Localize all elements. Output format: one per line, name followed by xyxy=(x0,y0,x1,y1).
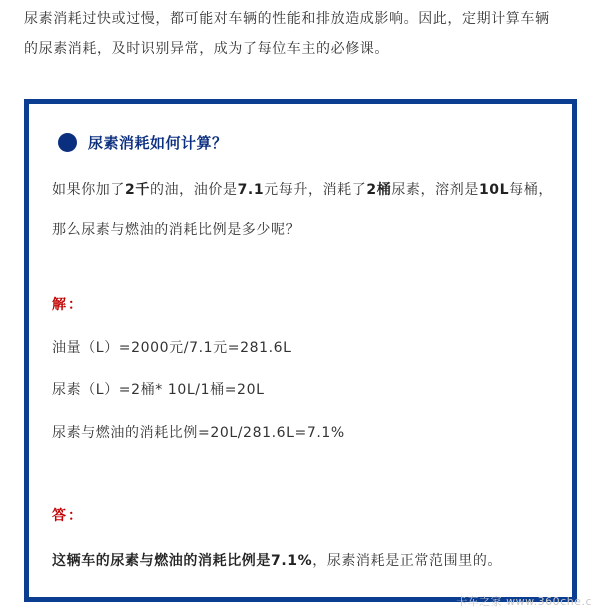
answer-bold: 这辆车的尿素与燃油的消耗比例是7.1% xyxy=(52,553,313,569)
box-heading-row xyxy=(58,130,228,154)
intro-line-2: 的尿素消耗，及时识别异常，成为了每位车主的必修课。 xyxy=(24,41,389,57)
answer-rest: ，尿素消耗是正常范围里的。 xyxy=(312,553,503,569)
question-bold: 7.1 xyxy=(237,182,265,198)
question-text: 元每升，消耗了 xyxy=(264,182,367,198)
intro-paragraph xyxy=(24,4,584,64)
question-text: 的油，油价是 xyxy=(149,182,238,198)
question-text: 尿素，溶剂是 xyxy=(391,182,479,198)
site-watermark: 卡车之家 www.360che.c xyxy=(456,595,592,608)
question-text: 如果你加了 xyxy=(52,182,125,198)
answer-sentence xyxy=(52,550,502,570)
calculation-box xyxy=(24,99,577,602)
intro-line-1: 尿素消耗过快或过慢，都可能对车辆的性能和排放造成影响。因此，定期计算车辆 xyxy=(24,11,550,27)
question-bold: 2千 xyxy=(125,182,150,198)
box-heading: 尿素消耗如何计算？ xyxy=(88,133,228,152)
question-bold: 10L xyxy=(478,182,510,198)
bullet-dot-icon xyxy=(58,133,77,152)
question-bold: 2桶 xyxy=(366,182,392,198)
calc-line-fuel: 油量（L）=2000元/7.1元=281.6L xyxy=(52,340,292,356)
calc-line-ratio: 尿素与燃油的消耗比例=20L/281.6L=7.1% xyxy=(52,425,345,441)
calc-line-urea: 尿素（L）=2桶* 10L/1桶=20L xyxy=(52,382,265,398)
question-text: 每桶，那么尿素与燃油的消耗比例是多少呢？ xyxy=(52,182,553,238)
answer-label: 答： xyxy=(52,508,84,524)
solution-label: 解： xyxy=(52,297,84,313)
question-paragraph xyxy=(52,170,557,250)
